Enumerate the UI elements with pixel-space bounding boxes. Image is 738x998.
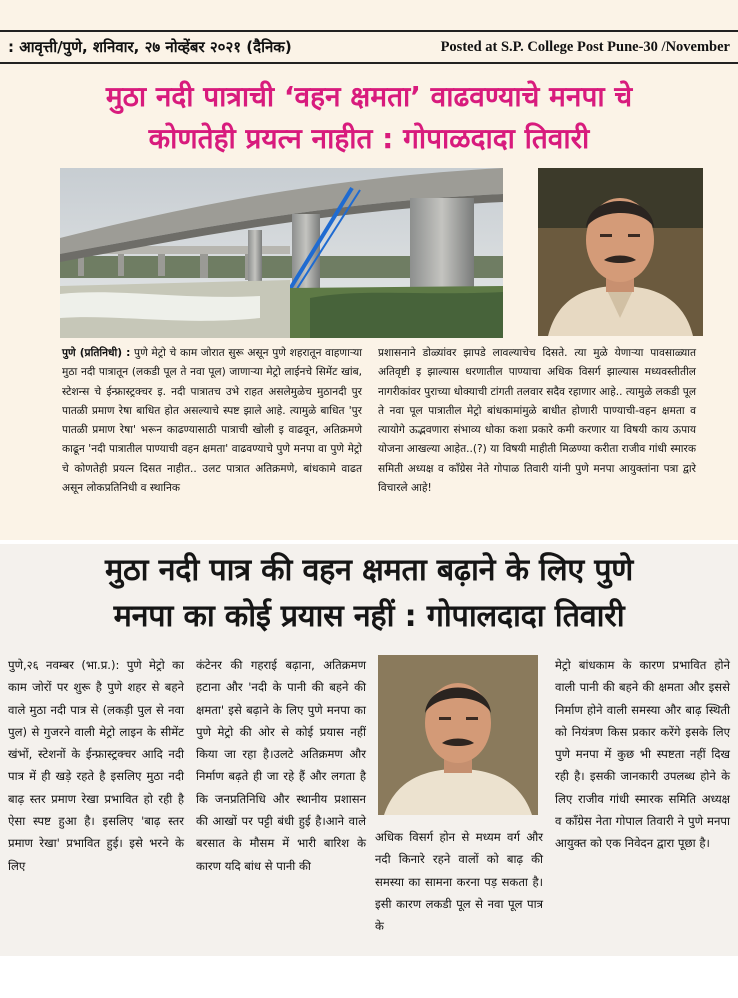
hindi-col2-text: कंटेनर की गहराई बढ़ाना, अतिक्रमण हटाना और 'नदी के पानी की बहने की क्षमता' इसे बढ़ाने के लिए पुणे मनपा का पुणे मेट्रो की ओर से कोई प्रयास नहीं किया जा रहा है।उलटे अतिक्रमण और निर्माण बढ़ते ही जा रहे हैं और लगता है कि जनप्रतिनिधि और स्थानीय प्रशासन की आखों पर पट्टी बंधी हुई है।आने वाले बरसात के मौसम में भारी बारिश के कारण यदि बांध से पानी की [196,658,366,873]
masthead-postal: Posted at S.P. College Post Pune-30 /November [440,38,730,55]
hindi-col4-text: मेट्रो बांधकाम के कारण प्रभावित होने वाली पानी की बहने की क्षमता और इससे निर्माण होने वाली समस्या और बाढ़ स्थिती को नियंत्रण किस प्रकार करेंगे इसके लिए पुणे मनपा में कुछ भी स्पष्टता नहीं दिख रही है। इसकी जानकारी उपलब्ध होने के लिए राजीव गांधी स्मारक समिति अध्यक्ष व कॉंग्रेस नेता गोपाल तिवारी ने पुणे मनपा आयुक्त को एक निवेदन द्वारा पूछा है। [555,658,730,851]
marathi-article-column-2 [378,344,696,498]
marathi-dateline: पुणे (प्रतिनिधी) : [62,347,131,359]
hindi-col3-text: अधिक विसर्ग होन से मध्यम वर्ग और नदी किनारे रहने वालों को बाढ़ की समस्या का सामना करना पड़ सकता है। इसी कारण लकडी पूल से नवा पूल पात्र के [375,830,543,934]
marathi-headline [10,76,728,160]
gopal-tiwari-portrait-2 [378,655,538,815]
masthead-edition: : आवृत्ती/पुणे, शनिवार, २७ नोव्हेंबर २०२१ (दैनिक) [8,38,292,56]
marathi-headline-line2: कोणतेही प्रयत्न नाहीत : गोपाळदादा तिवारी [148,122,590,155]
marathi-headline-line1: मुठा नदी पात्राची ‘वहन क्षमता’ वाढवण्याचे मनपा चे [105,80,633,113]
hindi-headline [0,548,738,640]
hindi-article-column-1 [8,654,184,877]
marathi-col2-text: प्रशासनाने डोळ्यांवर झापडे लावल्याचेच दिसते. त्या मुळे येणाऱ्या पावसाळ्यात अतिवृष्टी इ झाल्यास धरणातील पाण्याचा अधिक विसर्ग झाल्यास मध्यवस्तीतील नागरीकांवर पुराच्या धोक्याची टांगती तलवार सदैव रहाणार आहे.. त्यामुळे लकडी पूल ते नवा पूल पात्रातील मेट्रो बांधकामांमुळे बाधीत होणारी पाण्याची-वहन क्षमता व त्यायोगे ऊद्भवणारा संभाव्य धोका कशा प्रकारे कमी करणार या विषयी काय ऊपाय योजना आखल्या आहेत..(?) या विषयी माहीती मिळण्या करीता राजीव गांधी स्मारक समिती अध्यक्ष व कॉंग्रेस नेते गोपाळ तिवारी यांनी पुणे मनपा आयुक्तांना पत्रा द्वारे विचारले आहे! [378,347,696,495]
gopal-tiwari-portrait [538,168,703,336]
metro-bridge-photo [60,168,503,338]
hindi-col1-text: पुणे,२६ नवम्बर (भा.प्र.): पुणे मेट्रो का काम जोरों पर शुरू है पुणे शहर से बहने वाले मुठा नदी पात्र से (लकड़ी पुल से नवा पुल) से गुजरने वाली मेट्रो लाइन के सीमेंट खंभों, स्टेशनों के ईन्फ्रास्ट्रक्चर आदि नदी पात्र में ही खड़े रहते है इसलिए मुठा नदी बाढ़ स्तर प्रमाण रेखा प्रभावित हो रही है ऐसा स्पष्ट हुआ है। इसलिए 'बाढ़ स्तर प्रमाण रेखा' प्रभावित हुई। इसे भरने के लिए [8,658,184,873]
hindi-headline-line2: मनपा का कोई प्रयास नहीं : गोपालदादा तिवारी [113,599,625,634]
hindi-article-column-4 [555,654,730,855]
marathi-article-column-1 [62,344,362,498]
hindi-article-column-2 [196,654,366,877]
masthead [0,30,738,64]
hindi-headline-line1: मुठा नदी पात्र की वहन क्षमता बढ़ाने के लिए पुणे [105,553,633,588]
hindi-article-column-3 [375,826,543,937]
marathi-col1-text: पुणे मेट्रो चे काम जोरात सुरू असून पुणे शहरातून वाहणाऱ्या मुठा नदी पात्रातून (लकडी पूल ते नवा पूल) जाणाऱ्या मेट्रो लाईनचे सिमेंट खांब, स्टेशन्स चे ईन्फ्रास्ट्रक्चर इ. नदी पात्रातच उभे राहत असलेमुळेच मुठानदी पुर पातळी प्रमाण रेषा बाधित होत असल्याचे स्पष्ट झाले आहे. त्यामुळे बाधित 'पुर पातळी प्रमाण रेषा' भरून काढण्यासाठी पात्राची खोली इ वाढवून, अतिक्रमणे काढून 'नदी पात्रातील पाण्याची वहन क्षमता' वाढवण्याचे पुणे मनपा वा पुणे मेट्रो चे कोणतेही प्रयत्न दिसत नाहीत.. उलट पात्रात अतिक्रमणे, बांधकामे वाढत असून लोकप्रतिनिधी व स्थानिक [62,347,362,495]
